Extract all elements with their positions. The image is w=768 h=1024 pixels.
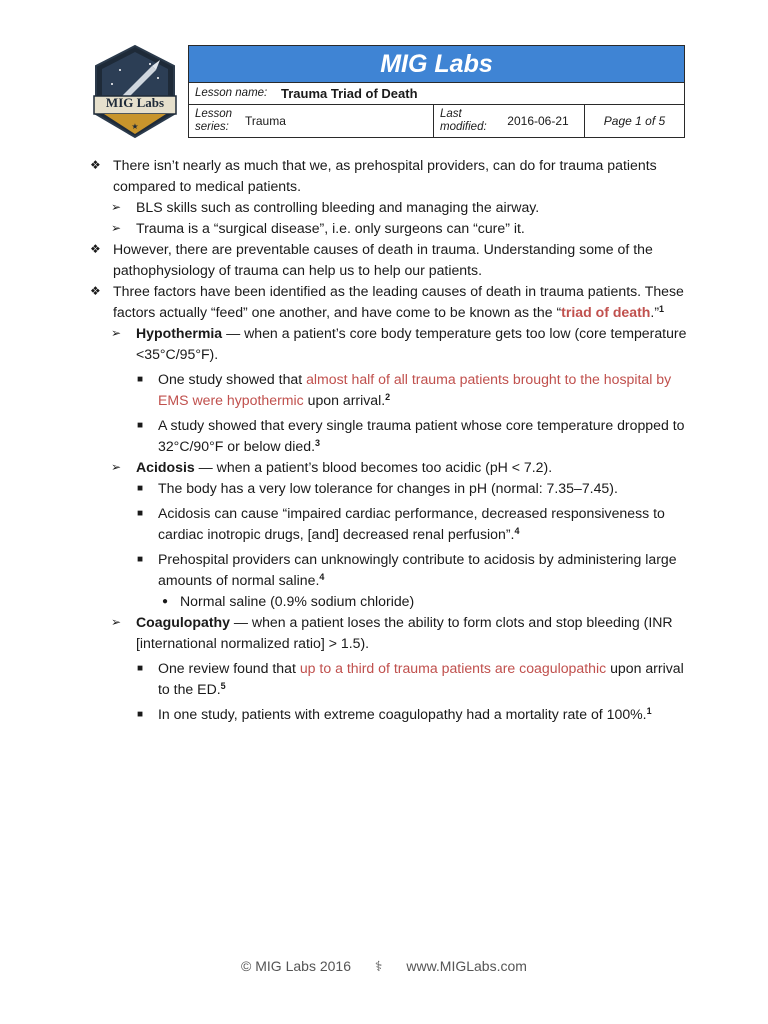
list-item [90, 155, 690, 197]
arrow-bullet-icon: ➢ [111, 221, 122, 235]
list-item [90, 218, 690, 239]
paragraph-text: A study showed that every single trauma patient whose core temperature dropped to 32°C/90°F or below died. [158, 417, 685, 454]
citation: 3 [315, 438, 321, 448]
list-item [90, 612, 690, 654]
paragraph-text: upon arrival. [303, 392, 386, 408]
page-footer [0, 958, 768, 975]
paragraph-text: .” [650, 304, 660, 320]
term-coagulopathy: Coagulopathy [136, 614, 230, 630]
list-item [90, 658, 690, 700]
last-modified-label [434, 105, 492, 137]
square-bullet-icon: ■ [137, 374, 144, 385]
citation: 1 [659, 304, 665, 314]
paragraph-text: One study showed that [158, 371, 307, 387]
page-indicator: Page 1 of 5 [603, 114, 666, 128]
arrow-bullet-icon: ➢ [111, 326, 122, 340]
square-bullet-icon: ■ [137, 709, 144, 720]
paragraph-text: BLS skills such as controlling bleeding and managing the airway. [136, 199, 540, 215]
list-item [90, 478, 690, 499]
citation: 4 [319, 572, 325, 582]
lesson-series: Trauma [241, 105, 434, 137]
lesson-header [188, 45, 685, 138]
lesson-name-row [189, 83, 684, 105]
paragraph-text: Prehospital providers can unknowingly contribute to acidosis by administering large amounts of normal saline. [158, 551, 677, 588]
list-item [90, 369, 690, 411]
lesson-name: Trauma Triad of Death [281, 86, 418, 101]
last-modified-label-line1: Last [440, 108, 462, 120]
paragraph-text: However, there are preventable causes of death in trauma. Understanding some of the pathophysiology of trauma can help us to help our patients. [113, 241, 653, 278]
logo-text: MIG Labs [105, 95, 165, 110]
square-bullet-icon: ■ [137, 663, 144, 674]
term-acidosis: Acidosis [136, 459, 195, 475]
paragraph-text: upon arrival to the ED. [158, 660, 684, 697]
list-item [90, 239, 690, 281]
arrow-bullet-icon: ➢ [111, 460, 122, 474]
list-item [90, 549, 690, 591]
paragraph-text: Three factors have been identified as the leading causes of death in trauma patients. These factors actually “feed” one another, and have come to be known as the “ [113, 283, 684, 320]
list-item [90, 415, 690, 457]
highlight-text: almost half of all trauma patients brought to the hospital by EMS were hypothermic [158, 371, 672, 408]
mig-labs-logo [90, 44, 180, 140]
diamond-bullet-icon: ❖ [90, 242, 101, 256]
list-item [90, 503, 690, 545]
highlight-text: triad of death [561, 304, 651, 320]
list-item [90, 197, 690, 218]
list-item [90, 704, 690, 725]
paragraph-text: — when a patient’s core body temperature gets too low (core temperature <35°C/95°F). [136, 325, 687, 362]
arrow-bullet-icon: ➢ [111, 615, 122, 629]
paragraph-text: In one study, patients with extreme coagulopathy had a mortality rate of 100%. [158, 706, 647, 722]
paragraph-text: — when a patient loses the ability to form clots and stop bleeding (INR [international normalized ratio] > 1.5). [136, 614, 673, 651]
highlight-text: up to a third of trauma patients are coagulopathic [299, 660, 607, 676]
last-modified-date: 2016-06-21 [492, 105, 585, 137]
lesson-content [90, 155, 690, 725]
lesson-series-label-line2: series: [195, 121, 229, 133]
paragraph-text: Normal saline (0.9% sodium chloride) [180, 593, 415, 609]
list-item [90, 281, 690, 323]
footer-copyright: © MIG Labs 2016 [241, 958, 351, 974]
arrow-bullet-icon: ➢ [111, 200, 122, 214]
square-bullet-icon: ■ [137, 420, 144, 431]
caduceus-icon: ⚕ [374, 958, 383, 974]
svg-text:★: ★ [131, 122, 139, 131]
paragraph-text: Trauma is a “surgical disease”, i.e. only surgeons can “cure” it. [136, 220, 525, 236]
square-bullet-icon: ■ [137, 483, 144, 494]
list-item [90, 323, 690, 365]
term-hypothermia: Hypothermia [136, 325, 223, 341]
paragraph-text: The body has a very low tolerance for changes in pH (normal: 7.35–7.45). [158, 480, 618, 496]
citation: 1 [646, 706, 652, 716]
diamond-bullet-icon: ❖ [90, 158, 101, 172]
citation: 2 [385, 392, 391, 402]
lesson-series-label-line1: Lesson [195, 108, 233, 120]
list-item [90, 591, 690, 612]
lesson-meta-row [189, 105, 684, 137]
footer-website: www.MIGLabs.com [406, 958, 527, 974]
paragraph-text: There isn’t nearly as much that we, as prehospital providers, can do for trauma patients compared to medical patients. [113, 157, 657, 194]
paragraph-text: — when a patient’s blood becomes too acidic (pH < 7.2). [194, 459, 553, 475]
list-item [90, 457, 690, 478]
lesson-series-label [189, 105, 241, 137]
square-bullet-icon: ■ [137, 554, 144, 565]
header-title: MIG Labs [189, 46, 684, 83]
diamond-bullet-icon: ❖ [90, 284, 101, 298]
last-modified-label-line2: modified: [440, 121, 487, 133]
citation: 4 [514, 526, 520, 536]
dot-bullet-icon: ● [162, 596, 169, 607]
square-bullet-icon: ■ [137, 508, 144, 519]
paragraph-text: One review found that [158, 660, 300, 676]
lesson-name-label: Lesson name: [195, 87, 268, 99]
citation: 5 [220, 681, 226, 691]
paragraph-text: Acidosis can cause “impaired cardiac performance, decreased responsiveness to cardiac inotropic drugs, [and] decreased renal perfusion”. [158, 505, 665, 542]
